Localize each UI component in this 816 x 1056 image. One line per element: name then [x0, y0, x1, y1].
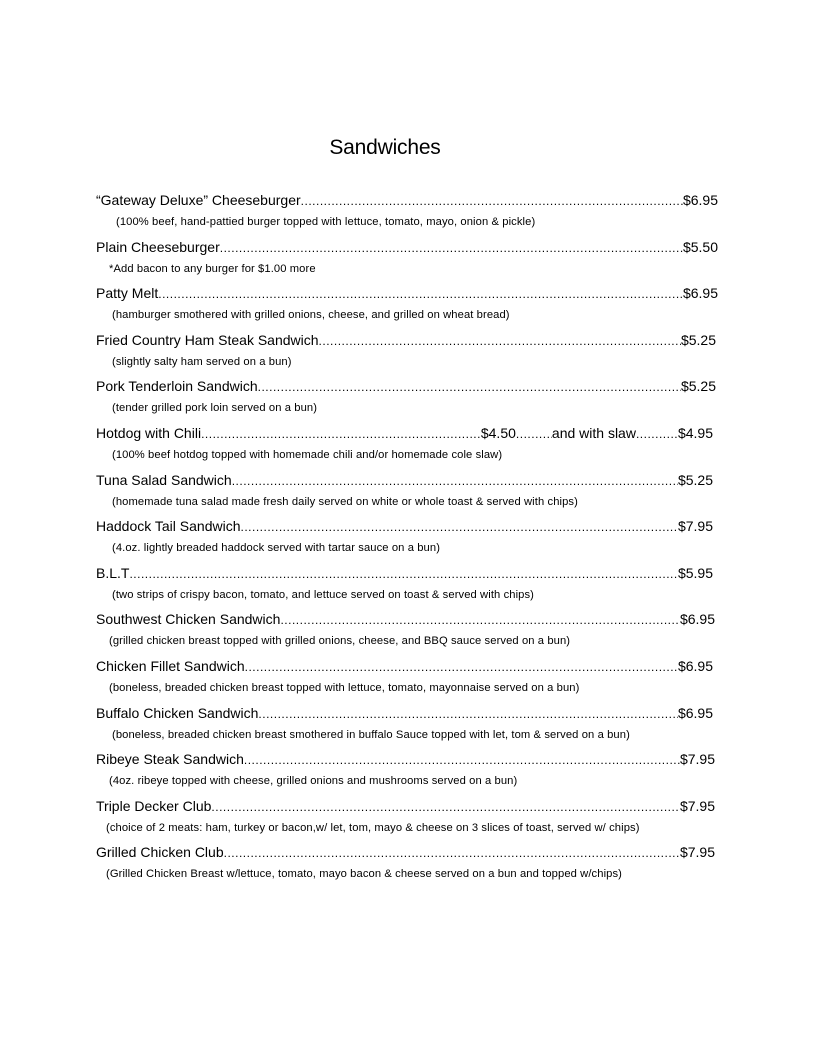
item-name: Haddock Tail Sandwich [96, 518, 241, 535]
item-description: (homemade tuna salad made fresh daily served on white or whole toast & served with chips) [112, 495, 578, 508]
menu-item [96, 285, 718, 332]
item-description: (100% beef, hand-pattied burger topped with lettuce, tomato, mayo, onion & pickle) [116, 216, 536, 228]
dot-leader [258, 706, 678, 723]
dot-leader [211, 799, 680, 816]
item-price: $6.95 [677, 704, 713, 721]
item-description: (4.oz. lightly breaded haddock served with tartar sauce on a bun) [112, 542, 441, 555]
item-description: (boneless, breaded chicken breast smothered in buffalo Sauce topped with let, tom & served on a bun) [112, 728, 630, 741]
item-name: Patty Melt [96, 285, 159, 302]
item-description: (Grilled Chicken Breast w/lettuce, tomato, mayo bacon & cheese served on a bun and topped w/chips) [106, 868, 622, 881]
item-price: $7.95 [679, 751, 715, 768]
item-name: Tuna Salad Sandwich [96, 471, 232, 488]
item-name: Buffalo Chicken Sandwich [96, 704, 259, 721]
item-line [96, 378, 716, 396]
menu-item [96, 332, 718, 379]
item-description: (grilled chicken breast topped with grilled onions, cheese, and BBQ sauce served on a bun) [109, 635, 571, 648]
item-name: Chicken Fillet Sandwich [96, 657, 245, 674]
item-line [96, 844, 715, 862]
menu-item [96, 192, 718, 239]
item-price: $5.50 [682, 238, 718, 255]
menu-item [96, 472, 718, 519]
menu-item [96, 425, 718, 472]
dot-leader [636, 426, 678, 443]
item-line [96, 518, 713, 536]
item-description: (100% beef hotdog topped with homemade chili and/or homemade cole slaw) [112, 448, 503, 461]
item-line [96, 192, 718, 210]
item-line [96, 658, 713, 676]
item-price: $6.95 [679, 611, 715, 628]
dot-leader [244, 752, 680, 769]
item-name: “Gateway Deluxe” Cheeseburger [96, 192, 301, 208]
sandwich-menu [96, 192, 718, 891]
item-line [96, 425, 713, 443]
item-description: (4oz. ribeye topped with cheese, grilled onions and mushrooms served on a bun) [109, 775, 518, 788]
item-line [96, 332, 716, 350]
item-price: $6.95 [677, 657, 713, 674]
item-name: Pork Tenderloin Sandwich [96, 378, 258, 395]
dot-leader [245, 659, 678, 676]
item-name: Hotdog with Chili [96, 424, 202, 441]
item-price: $7.95 [679, 844, 715, 861]
menu-item [96, 565, 718, 612]
dot-leader [129, 566, 677, 583]
item-name: Plain Cheeseburger [96, 238, 220, 255]
item-description: (choice of 2 meats: ham, turkey or bacon,w/ let, tom, mayo & cheese on 3 slices of toast, served w/ chips) [106, 821, 640, 834]
menu-item [96, 798, 718, 845]
item-price: $5.25 [680, 331, 716, 348]
item-line [96, 705, 713, 723]
item-description: (tender grilled pork loin served on a bun) [112, 402, 318, 415]
item-line [96, 285, 718, 303]
menu-item [96, 378, 718, 425]
menu-item [96, 844, 718, 891]
menu-item [96, 658, 718, 705]
item-note: *Add bacon to any burger for $1.00 more [109, 262, 316, 275]
item-description: (hamburger smothered with grilled onions, cheese, and grilled on wheat bread) [112, 309, 510, 322]
dot-leader [158, 286, 683, 303]
menu-item [96, 611, 718, 658]
item-price: $5.25 [680, 378, 716, 395]
dot-leader [319, 333, 681, 350]
item-line [96, 472, 713, 490]
item-name: Triple Decker Club [96, 797, 212, 814]
item-name: Fried Country Ham Steak Sandwich [96, 331, 319, 348]
menu-item [96, 705, 718, 752]
menu-item [96, 239, 718, 286]
menu-item [96, 518, 718, 565]
dot-leader [241, 519, 678, 536]
item-price: $6.95 [682, 192, 718, 208]
dot-leader [258, 379, 681, 396]
item-price: $5.25 [677, 471, 713, 488]
item-price: $6.95 [682, 285, 718, 302]
item-description: (slightly salty ham served on a bun) [112, 355, 292, 368]
item-price: $7.95 [679, 797, 715, 814]
dot-leader [220, 240, 683, 257]
item-line [96, 239, 718, 257]
item-price: $4.50 [480, 424, 516, 441]
item-name: Grilled Chicken Club [96, 844, 224, 861]
dot-leader [516, 426, 552, 443]
page-title: Sandwiches [329, 136, 441, 159]
item-description: (two strips of crispy bacon, tomato, and lettuce served on toast & served with chips) [112, 588, 535, 601]
item-description: (boneless, breaded chicken breast topped with lettuce, tomato, mayonnaise served on a bun) [109, 681, 580, 694]
item-line [96, 798, 715, 816]
menu-item [96, 751, 718, 798]
dot-leader [280, 612, 680, 629]
item-line [96, 565, 713, 583]
dot-leader [224, 845, 680, 862]
item-price: $7.95 [677, 518, 713, 535]
item-name: B.L.T [96, 564, 130, 581]
item-name: Southwest Chicken Sandwich [96, 611, 281, 628]
dot-leader [232, 473, 678, 490]
alt-option-label: and with slaw [551, 424, 636, 441]
dot-leader [301, 193, 683, 210]
dot-leader [201, 426, 481, 443]
item-name: Ribeye Steak Sandwich [96, 751, 244, 768]
item-price: $5.95 [677, 564, 713, 581]
item-line [96, 611, 715, 629]
alt-option-price: $4.95 [677, 424, 713, 441]
item-line [96, 751, 715, 769]
